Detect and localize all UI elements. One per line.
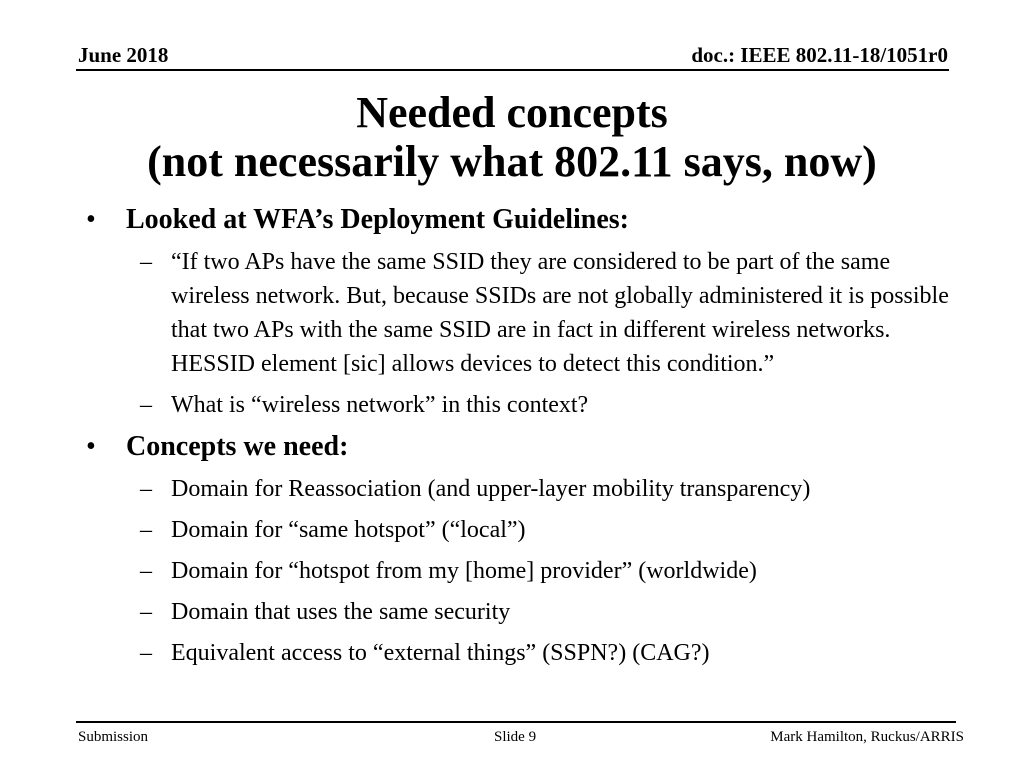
footer-author: Mark Hamilton, Ruckus/ARRIS <box>770 729 964 745</box>
sub-bullet-text: What is “wireless network” in this context? <box>171 392 589 418</box>
slide-body <box>86 203 966 677</box>
dash-icon: – <box>140 249 152 275</box>
sub-bullet-text: Domain for “same hotspot” (“local”) <box>171 517 526 543</box>
bullet-wfa-guidelines <box>86 203 966 237</box>
dash-icon: – <box>140 517 152 543</box>
dash-icon: – <box>140 392 152 418</box>
slide-title <box>0 88 1024 186</box>
bullet-icon: • <box>86 431 96 462</box>
slide-title-line-2: (not necessarily what 802.11 says, now) <box>147 137 877 186</box>
sub-bullet-text: “If two APs have the same SSID they are considered to be part of the same wireless network. But, because SSIDs are not globally administered it is possible that two APs with the same SSID are in fact in different wireless networks. HESSID element [sic] allows devices to detect this condition.” <box>171 249 949 377</box>
bullet-icon: • <box>86 204 96 235</box>
dash-icon: – <box>140 640 152 666</box>
sub-bullet-text: Domain that uses the same security <box>171 599 511 625</box>
header-doc-number: doc.: IEEE 802.11-18/1051r0 <box>691 43 948 67</box>
footer-divider <box>76 721 956 723</box>
header-date: June 2018 <box>78 43 169 67</box>
sub-bullet-text: Equivalent access to “external things” (SSPN?) (CAG?) <box>171 640 710 666</box>
sub-bullet-text: Domain for Reassociation (and upper-layer mobility transparency) <box>171 476 811 502</box>
sub-bullet-external-things <box>86 636 966 670</box>
sub-bullet-home-provider <box>86 554 966 588</box>
bullet-text: Concepts we need: <box>126 431 349 462</box>
header-divider <box>76 69 949 71</box>
footer-submission: Submission <box>78 729 149 745</box>
sub-bullet-question <box>86 388 966 422</box>
dash-icon: – <box>140 476 152 502</box>
sub-bullet-quote <box>86 245 966 381</box>
slide-title-line-1: Needed concepts <box>356 88 668 137</box>
sub-bullet-reassociation <box>86 472 966 506</box>
dash-icon: – <box>140 558 152 584</box>
footer-slide-number: Slide 9 <box>494 729 537 745</box>
sub-bullet-same-hotspot <box>86 513 966 547</box>
sub-bullet-same-security <box>86 595 966 629</box>
bullet-text: Looked at WFA’s Deployment Guidelines: <box>126 204 629 235</box>
sub-bullet-text: Domain for “hotspot from my [home] provider” (worldwide) <box>171 558 757 584</box>
bullet-concepts-needed <box>86 430 966 464</box>
dash-icon: – <box>140 599 152 625</box>
